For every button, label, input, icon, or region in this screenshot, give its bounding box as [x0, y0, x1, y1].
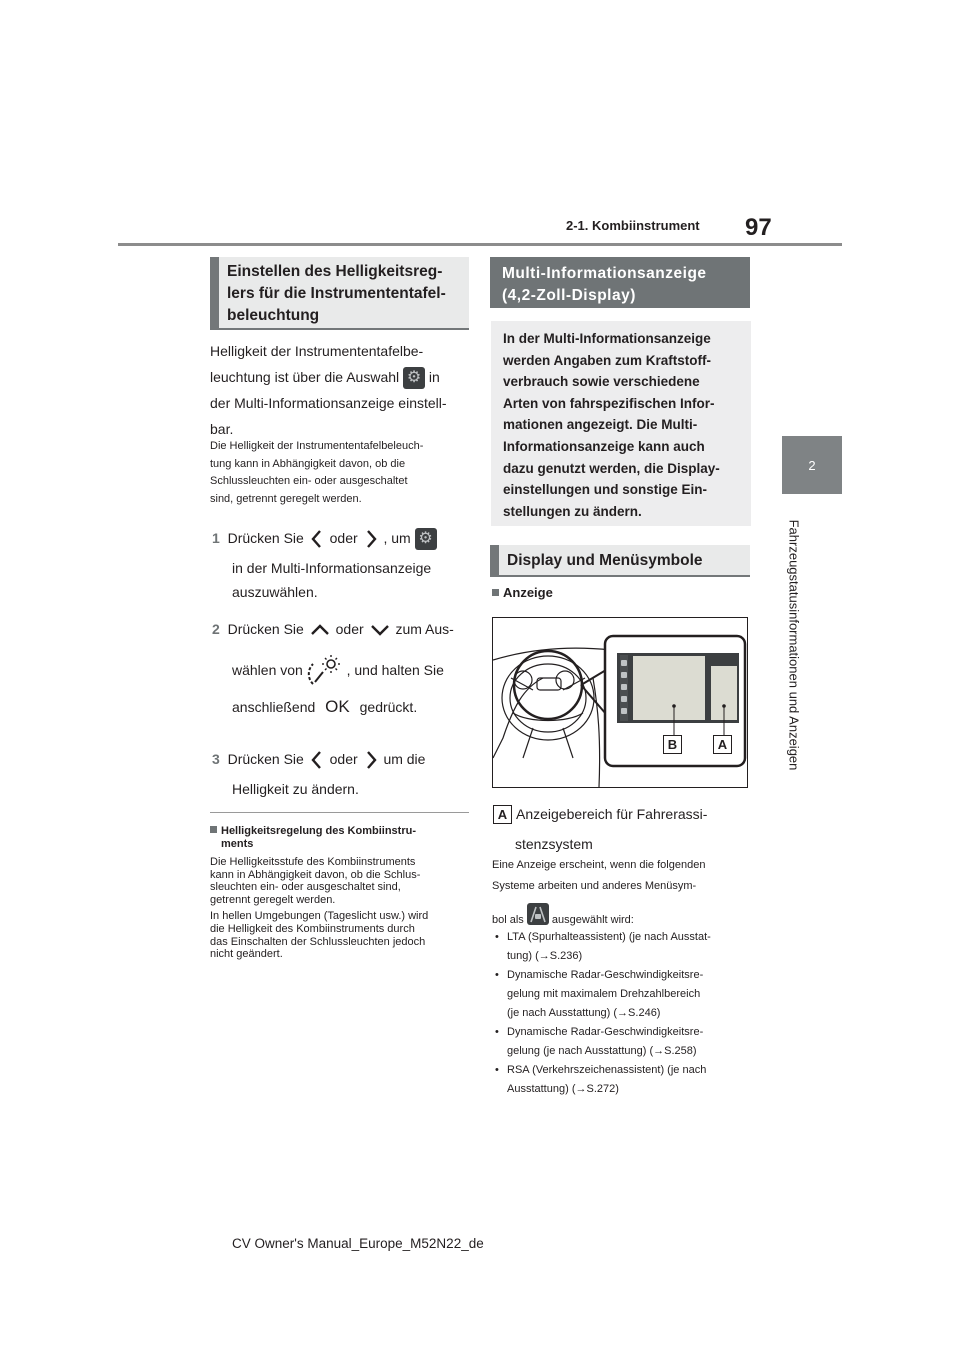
text-fragment: Anzeigebereich für Fahrerassi-: [516, 806, 708, 822]
text-line: bar.: [210, 421, 234, 437]
subsection-paragraph: [210, 856, 470, 906]
text-fragment: gedrückt.: [359, 699, 418, 715]
subsection-brightness-cluster: [210, 825, 470, 961]
text-line: Helligkeit zu ändern.: [232, 781, 359, 797]
chevron-up-icon: [308, 622, 332, 638]
settings-gear-icon: ⚙: [415, 528, 437, 550]
subsection-paragraph: [210, 910, 470, 960]
header-rule: [118, 243, 842, 246]
summary-panel: [491, 321, 751, 526]
brightness-gauge-icon: [307, 654, 343, 688]
text-line: [210, 825, 470, 838]
chapter-label-text: Fahrzeugstatusinformationen und Anzeigen: [786, 519, 802, 771]
step-2: [212, 617, 472, 719]
chevron-down-icon: [368, 622, 392, 638]
subsection-title: [210, 825, 470, 851]
text-line: sleuchten ein- oder ausgeschaltet sind,: [210, 881, 401, 894]
text-line: [212, 526, 472, 552]
page-number: 97: [745, 214, 772, 241]
square-bullet-icon: [492, 589, 499, 596]
text-fragment: oder: [329, 530, 358, 546]
chevron-left-icon: [308, 528, 326, 550]
text-fragment: bol als: [492, 914, 524, 926]
note-paragraph: [210, 438, 470, 508]
heading-line: Einstellen des Helligkeitsreg-: [227, 263, 443, 280]
dashboard-illustration: [493, 618, 747, 787]
figure-label-a: A: [713, 735, 732, 754]
text-line: werden Angaben zum Kraftstoff-: [503, 352, 712, 368]
step-3: [212, 747, 472, 801]
text-line: kann in Abhängigkeit davon, ob die Schlus-: [210, 868, 421, 881]
text-line: tung) (→S.236): [507, 950, 583, 962]
step-number: 2: [212, 621, 220, 637]
text-line: auszuwählen.: [232, 584, 318, 600]
heading-line: beleuchtung: [227, 307, 320, 324]
text-line: stenzsystem: [515, 836, 593, 852]
text-line: ments: [221, 838, 254, 850]
callout-letter: A: [493, 805, 512, 824]
settings-gear-icon: ⚙: [403, 367, 425, 389]
text-line: der Multi-Informationsanzeige einstell-: [210, 395, 447, 411]
text-fragment: , und halten Sie: [346, 662, 444, 678]
text-line: (je nach Ausstattung) (→S.246): [507, 1007, 661, 1019]
anzeige-heading: [492, 585, 553, 600]
step-1: [212, 526, 472, 604]
text-line: Eine Anzeige erscheint, wenn die folgenden: [492, 859, 706, 871]
section-heading-multi-info: [490, 257, 750, 308]
text-line: gelung mit maximalem Drehzahlbereich: [507, 988, 701, 1000]
text-fragment: anschließend: [232, 699, 316, 715]
text-fragment: zum Aus-: [395, 621, 454, 637]
text-line: Informationsanzeige kann auch: [503, 438, 705, 454]
text-line: Helligkeit der Instrumententafelbe-: [210, 343, 424, 359]
text-line: mationen angezeigt. Die Multi-: [503, 417, 698, 433]
list-item: [492, 1023, 754, 1061]
chapter-label: [783, 510, 805, 780]
figure-label-b: B: [663, 735, 682, 754]
text-line: getrennt geregelt werden.: [210, 893, 336, 906]
chevron-left-icon: [308, 749, 326, 771]
text-fragment: Drücken Sie: [227, 751, 304, 767]
text-fragment: um die: [383, 751, 426, 767]
system-list: [492, 928, 754, 1099]
text-fragment: ausgewählt wird:: [551, 914, 634, 926]
text-line: [212, 651, 472, 689]
text-fragment: , um: [383, 530, 411, 546]
text-fragment: in: [428, 369, 440, 385]
text-fragment: Anzeige: [503, 585, 553, 600]
chevron-right-icon: [362, 749, 380, 771]
text-line: einstellungen und sonstige Ein-: [503, 482, 708, 498]
text-line: Schlussleuchten ein- oder ausgeschaltet: [210, 475, 408, 487]
text-line: in der Multi-Informationsanzeige: [232, 560, 432, 576]
text-line: [210, 364, 470, 390]
text-line: • Dynamische Radar-Geschwindigkeitsre-: [507, 1026, 704, 1038]
text-line: [212, 747, 472, 773]
text-line: In hellen Umgebungen (Tageslicht usw.) wird: [210, 910, 429, 923]
heading-line: lers für die Instrumententafel-: [227, 285, 446, 302]
step-number: 1: [212, 530, 220, 546]
text-line: tung kann in Abhängigkeit davon, ob die: [210, 457, 406, 470]
text-line: verbrauch sowie verschiedene: [503, 374, 700, 390]
text-fragment: leuchtung ist über die Auswahl: [210, 369, 400, 385]
text-line: [493, 799, 753, 829]
text-line: sind, getrennt geregelt werden.: [210, 492, 362, 505]
section-heading-brightness: [210, 257, 469, 330]
text-line: Ausstattung) (→S.272): [507, 1083, 619, 1095]
footer-manual-id: CV Owner's Manual_Europe_M52N22_de: [232, 1236, 484, 1251]
text-fragment: Drücken Sie: [227, 621, 304, 637]
text-line: • LTA (Spurhalteassistent) (je nach Ausstat-: [507, 931, 711, 943]
text-line: Die Helligkeit der Instrumententafelbeleuch-: [210, 440, 424, 452]
text-line: Systeme arbeiten und anderes Menüsym-: [492, 880, 697, 892]
text-line: nicht geändert.: [210, 948, 283, 961]
text-line: die Helligkeit des Kombiinstruments durch: [210, 922, 415, 935]
step-number: 3: [212, 751, 220, 767]
list-item: [492, 966, 754, 1023]
chapter-number: 2: [808, 457, 816, 473]
intro-paragraph: [210, 338, 470, 442]
text-line: [212, 617, 472, 643]
text-line: [212, 695, 472, 719]
text-line: • Dynamische Radar-Geschwindigkeitsre-: [507, 969, 704, 981]
chevron-right-icon: [362, 528, 380, 550]
text-fragment: Helligkeitsregelung des Kombiinstru-: [221, 825, 416, 837]
text-line: In der Multi-Informationsanzeige: [503, 331, 711, 346]
text-fragment: Drücken Sie: [227, 530, 304, 546]
heading-line: Display und Menüsymbole: [507, 552, 703, 569]
text-line: Die Helligkeitsstufe des Kombiinstruments: [210, 856, 416, 868]
text-line: Arten von fahrspezifischen Infor-: [503, 395, 715, 411]
ok-button-icon: OK: [325, 697, 350, 716]
text-fragment: oder: [335, 621, 364, 637]
text-line: dazu genutzt werden, die Display-: [503, 460, 720, 476]
section-title: 2-1. Kombiinstrument: [566, 218, 700, 233]
text-fragment: wählen von: [232, 662, 303, 678]
divider: [210, 812, 469, 813]
chapter-tab: [782, 436, 842, 494]
text-line: • RSA (Verkehrszeichenassistent) (je nach: [507, 1064, 707, 1076]
callout-a: [493, 799, 753, 859]
list-item: [492, 1061, 754, 1099]
text-fragment: oder: [329, 751, 358, 767]
text-line: das Einschalten der Schlussleuchten jedoch: [210, 935, 426, 948]
desc-paragraph: [492, 855, 752, 932]
text-line: stellungen zu ändern.: [503, 503, 642, 519]
cluster-figure: [492, 617, 748, 788]
square-bullet-icon: [210, 826, 217, 833]
text-line: gelung (je nach Ausstattung) (→S.258): [507, 1045, 697, 1057]
list-item: [492, 928, 754, 966]
section-heading-display-icons: [490, 545, 750, 577]
driver-assist-icon: [527, 903, 549, 925]
heading-line: Multi-Informationsanzeige: [502, 265, 707, 282]
heading-line: (4,2-Zoll-Display): [502, 287, 636, 304]
